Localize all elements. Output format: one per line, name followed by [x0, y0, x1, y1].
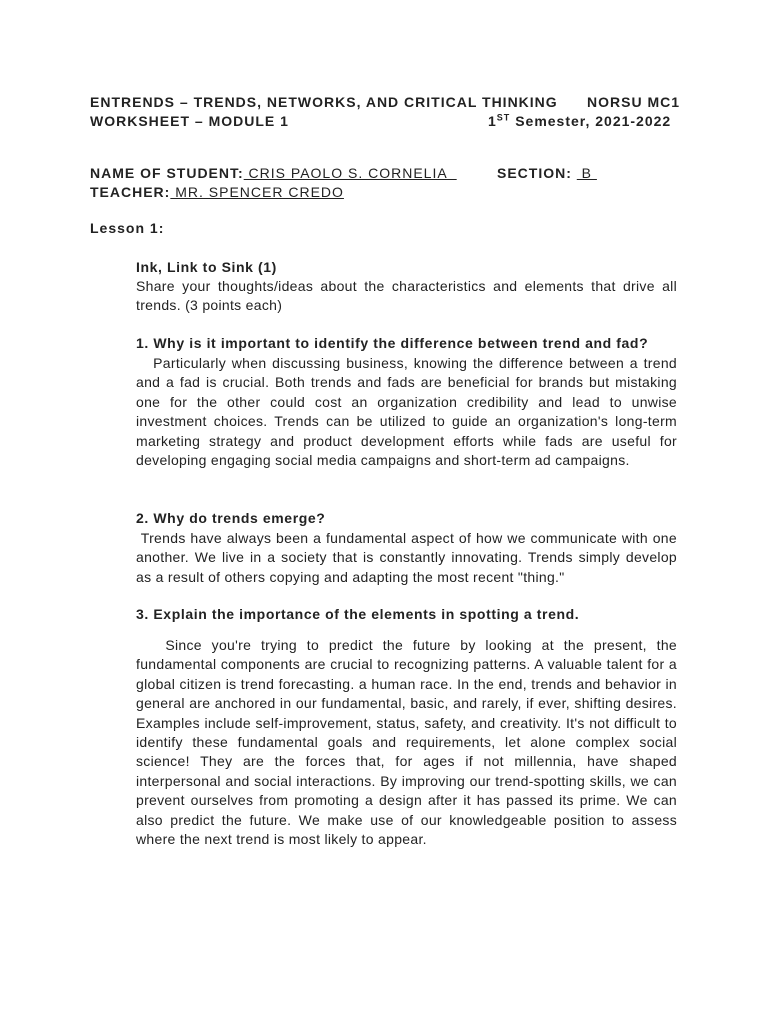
school-code: NORSU MC1 [587, 94, 681, 110]
question-1: 1. Why is it important to identify the difference between trend and fad? [136, 335, 649, 351]
student-name-row [90, 165, 457, 181]
section-label: SECTION: [497, 165, 572, 181]
semester-text: Semester, 2021-2022 [510, 113, 672, 129]
answer-3: Since you're trying to predict the future by looking at the present, the fundamental components are crucial to recognizing patterns. A valuable talent for a global citizen is trend forecasting. a human race. In the end, trends and behavior in general are anchored in our fundamental, basic, and rarely, if ever, shifting desires. Examples include self-improvement, status, safety, and creativity. It's not difficult to identify these fundamental goals and requirements, let alone complex social science! They are the forces that, for ages if not millennia, have shaped interpersonal and social interactions. By improving our trend-spotting skills, we can prevent ourselves from promoting a design after it has passed its prime. We can also predict the future. We make use of our knowledgeable position to assess where the next trend is most likely to appear. [136, 637, 682, 848]
answer-2: Trends have always been a fundamental aspect of how we communicate with one another. We live in a society that is constantly innovating. Trends simply develop as a result of others copying and adapting the most recent "thing." [136, 530, 682, 585]
activity-title: Ink, Link to Sink (1) [136, 259, 277, 275]
lesson-title: Lesson 1: [90, 220, 165, 236]
course-title: ENTRENDS – TRENDS, NETWORKS, AND CRITICAL THINKING [90, 94, 558, 110]
teacher-value: MR. SPENCER CREDO [170, 184, 344, 200]
question-2: 2. Why do trends emerge? [136, 510, 326, 526]
semester-number: 1 [488, 113, 497, 129]
teacher-label: TEACHER: [90, 184, 171, 200]
instructions: Share your thoughts/ideas about the characteristics and elements that drive all trends. (3 points each) [136, 278, 677, 314]
teacher-row [90, 184, 344, 200]
question-3: 3. Explain the importance of the elements in spotting a trend. [136, 606, 580, 622]
section-value: B [576, 165, 597, 181]
semester-superscript: ST [496, 112, 511, 123]
section-row [497, 165, 597, 181]
worksheet-title: WORKSHEET – MODULE 1 [90, 113, 289, 129]
semester [488, 113, 671, 129]
student-name-value: CRIS PAOLO S. CORNELIA [243, 165, 457, 181]
answer-1: Particularly when discussing business, knowing the difference between a trend and a fad is crucial. Both trends and fads are beneficial for brands but mistaking one for the other could cost an organization credibility and lead to unwise investment choices. Trends can be utilized to guide an organization's long-term marketing strategy and product development efforts while fads are useful for developing engaging social media campaigns and short-term ad campaigns. [136, 355, 682, 469]
student-name-label: NAME OF STUDENT: [90, 165, 244, 181]
